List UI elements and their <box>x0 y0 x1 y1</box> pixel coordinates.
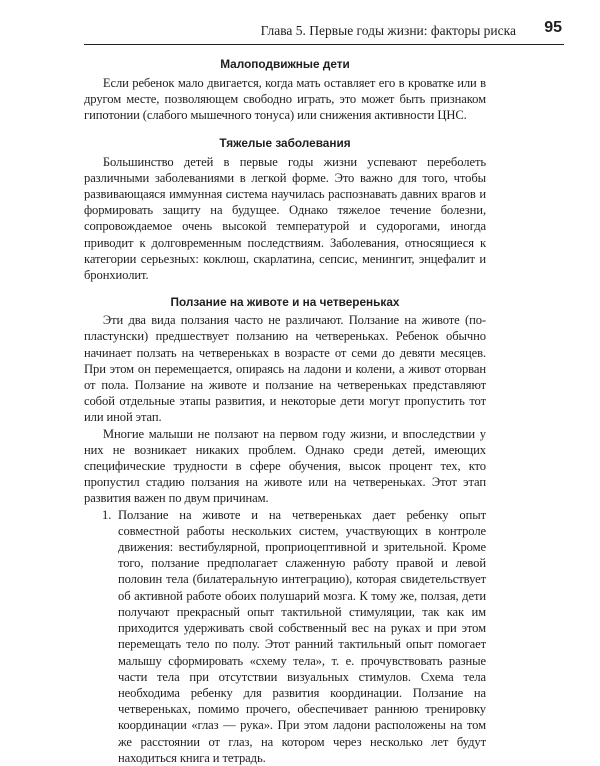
chapter-title: Глава 5. Первые годы жизни: факторы риска <box>260 23 516 38</box>
numbered-list <box>84 507 486 766</box>
running-header <box>84 18 564 45</box>
list-item-text: Ползание на животе и на четвереньках дает ребенку опыт совместной работы нескольких систем, участвующих в контроле движения: вестибулярной, проприоцептивной и зрительной. Кроме того, ползание предполагает слаженную работу правой и левой половин тела (билатеральную интеграцию), которая свидетельствует об активной работе обоих полушарий мозга. К тому же, ползая, дети получают прекрасный опыт тактильной стимуляции, так как им приходится удерживать свой собственный вес на руках и при этом перемещать тело по полу. Этот ранний тактильный опыт помогает малышу сформировать «схему тела», т. е. прочувствовать разные части тела при отсутствии визуальных стимулов. Схема тела необходима ребенку для развития координации. Ползание на четвереньках, помимо прочего, обеспечивает раннюю тренировку координации «глаз — рука». При этом ладони расположены на том же расстоянии от глаз, на котором через несколько лет будут находиться книга и тетрадь. <box>118 507 486 765</box>
paragraph-crawling-2: Многие малыши не ползают на первом году жизни, и впоследствии у них не возникает никаких проблем. Однако среди детей, имеющих специфические трудности в сфере обучения, высок процент тех, кто пропустил стадию ползания на животе или на четвереньках. Этот этап развития важен по двум причинам. <box>84 426 486 506</box>
paragraph-crawling-1: Эти два вида ползания часто не различают. Ползание на животе (по-пластунски) предшествует ползанию на четвереньках. Ребенок обычно начинает ползать на четвереньках в возрасте от семи до девяти месяцев. При этом он перемещается, опираясь на ладони и колени, а живот оторван от пола. Ползание на животе и ползание на четвереньках представляют собой отдельные этапы развития, и некоторые дети могут пропустить тот или иной этап. <box>84 313 486 425</box>
page-body <box>84 56 486 766</box>
section-heading-serious-illness: Тяжелые заболевания <box>219 135 351 150</box>
section-heading-crawling: Ползание на животе и на четвереньках <box>170 295 400 310</box>
list-item-number: 1. <box>102 507 112 522</box>
paragraph-serious-illness: Большинство детей в первые годы жизни успевают переболеть различными заболеваниями в легкой форме. Это важно для того, чтобы развивающаяся иммунная система научилась распознавать давних врагов и формировать защиту на будущее. Однако тяжелое течение болезни, сопровождаемое очень высокой температурой и судорогами, иногда приводит к долговременным последствиям. Заболевания, относящиеся к категории серьезных: коклюш, скарлатина, сепсис, менингит, энцефалит и бронхиолит. <box>84 154 486 283</box>
page-number: 95 <box>544 19 562 36</box>
section-heading-inactive-children: Малоподвижные дети <box>220 57 350 71</box>
paragraph-inactive-children: Если ребенок мало двигается, когда мать оставляет его в кроватке или в другом месте, позволяющем свободно играть, это может быть признаком гипотонии (слабого мышечного тонуса) или снижения активности ЦНС. <box>84 76 486 123</box>
list-item <box>84 507 486 766</box>
